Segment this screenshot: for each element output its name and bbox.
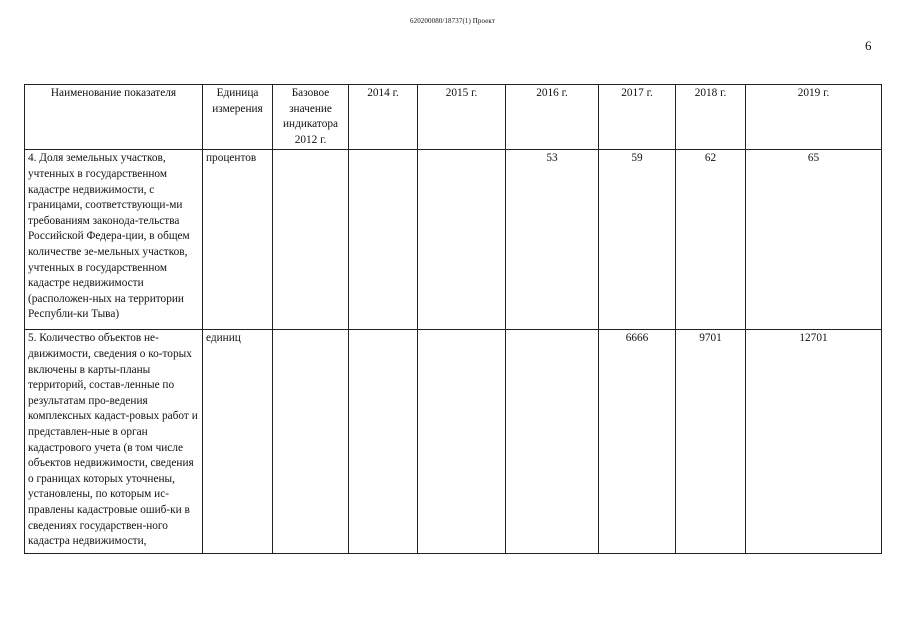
value-2017: 6666 bbox=[599, 330, 676, 554]
column-header-2017: 2017 г. bbox=[599, 85, 676, 150]
value-base-2012 bbox=[273, 150, 349, 330]
value-2019: 65 bbox=[746, 150, 882, 330]
table-row bbox=[25, 150, 882, 330]
document-id: 620200080/18737(1) Проект bbox=[410, 17, 495, 25]
value-2019: 12701 bbox=[746, 330, 882, 554]
indicator-unit: процентов bbox=[203, 150, 273, 330]
indicator-unit: единиц bbox=[203, 330, 273, 554]
column-header-base: Базовое значение индикатора 2012 г. bbox=[273, 85, 349, 150]
value-2018: 62 bbox=[676, 150, 746, 330]
value-2017: 59 bbox=[599, 150, 676, 330]
value-2014 bbox=[349, 150, 418, 330]
indicator-name: 4. Доля земельных участков, учтенных в государственном кадастре недвижимости, с границами, соответствующи-ми требованиям законода-тельства Российской Федера-ции, в общем количестве зе-мельных участков, учтенных в государственном кадастре недвижимости (расположен-ных на территории Республи-ки Тыва) bbox=[25, 150, 203, 330]
value-2016 bbox=[506, 330, 599, 554]
value-2015 bbox=[418, 150, 506, 330]
column-header-2016: 2016 г. bbox=[506, 85, 599, 150]
column-header-2018: 2018 г. bbox=[676, 85, 746, 150]
column-header-unit: Единица измерения bbox=[203, 85, 273, 150]
table-header-row bbox=[25, 85, 882, 150]
value-base-2012 bbox=[273, 330, 349, 554]
indicators-table bbox=[24, 84, 882, 554]
column-header-2014: 2014 г. bbox=[349, 85, 418, 150]
column-header-2015: 2015 г. bbox=[418, 85, 506, 150]
value-2015 bbox=[418, 330, 506, 554]
page-number: 6 bbox=[865, 38, 872, 53]
column-header-name: Наименование показателя bbox=[25, 85, 203, 150]
table-row bbox=[25, 330, 882, 554]
value-2018: 9701 bbox=[676, 330, 746, 554]
column-header-2019: 2019 г. bbox=[746, 85, 882, 150]
value-2016: 53 bbox=[506, 150, 599, 330]
value-2014 bbox=[349, 330, 418, 554]
indicator-name: 5. Количество объектов не-движимости, сведения о ко-торых включены в карты-планы территорий, состав-ленные по результатам про-ведения комплексных кадаст-ровых работ и представлен-ные в орган кадастрового учета (в том числе объектов недвижимости, сведения о границах которых уточнены, установлены, по которым ис-правлены кадастровые ошиб-ки в сведениях государствен-ного кадастра недвижимости, bbox=[25, 330, 203, 554]
